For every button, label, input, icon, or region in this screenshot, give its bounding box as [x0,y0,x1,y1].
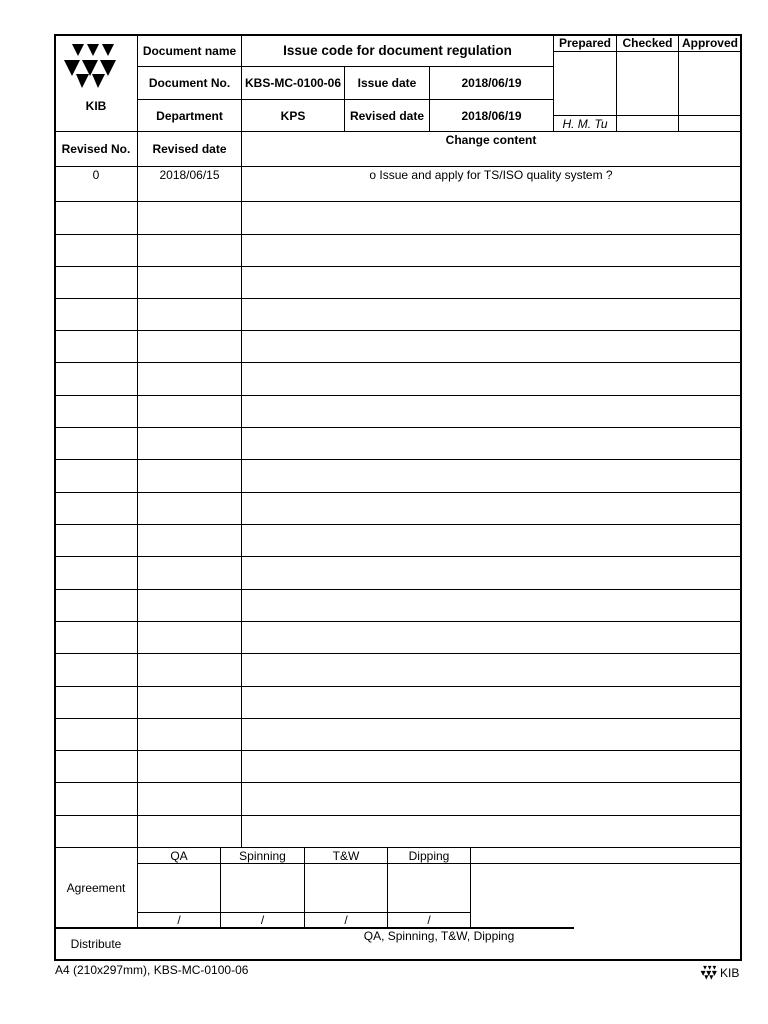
divider [470,847,471,928]
agreement-dept: Dipping [408,848,450,863]
doc-name-value: Issue code for document regulation [283,43,512,58]
approved-label: Approved [681,36,738,50]
agreement-signature-box[interactable] [305,864,387,912]
approved-by [679,116,741,131]
kib-logo-icon [62,42,126,92]
row-divider [54,266,742,267]
row-divider [54,750,742,751]
divider [553,51,741,52]
divider [241,34,242,848]
footer-logo-text: KIB [720,966,740,980]
col-revised-date: Revised date [152,142,227,156]
issue-date-value: 2018/06/19 [461,76,522,90]
revised-date-value: 2018/06/19 [461,108,522,123]
row-divider [54,653,742,654]
revised-no-cell: 0 [92,167,100,182]
row-divider [54,362,742,363]
row-divider [54,621,742,622]
col-change-content: Change content [445,133,537,147]
issue-date-label: Issue date [357,76,417,90]
row-divider [54,234,742,235]
row-divider [54,815,742,816]
col-revised-no: Revised No. [61,142,131,156]
revised-date-label: Revised date [349,108,425,123]
agreement-signature-box[interactable] [221,864,304,912]
distribute-label: Distribute [70,937,122,951]
row-divider [54,201,742,202]
change-content-cell: o Issue and apply for TS/ISO quality system ? [369,167,613,182]
row-divider [54,686,742,687]
distribute-value: QA, Spinning, T&W, Dipping [363,929,515,943]
checked-by [617,116,678,131]
row-divider [54,524,742,525]
department-value: KPS [280,108,306,123]
agreement-date: / [177,913,181,927]
row-divider [54,782,742,783]
agreement-dept: T&W [332,848,360,863]
footer-doc-info: A4 (210x297mm), KBS-MC-0100-06 [55,963,249,977]
prepared-label: Prepared [558,36,612,50]
doc-no-value: KBS-MC-0100-06 [244,76,342,90]
prepared-by: H. M. Tu [562,116,608,131]
footer-logo [700,963,739,983]
row-divider [54,330,742,331]
row-divider [54,556,742,557]
agreement-date: / [260,913,265,927]
agreement-date: / [427,913,431,927]
agreement-signature-box[interactable] [388,864,470,912]
row-divider [54,427,742,428]
row-divider [54,298,742,299]
checked-label: Checked [622,36,673,50]
department-label: Department [156,108,223,123]
revised-date-cell: 2018/06/15 [159,167,220,182]
agreement-date: / [344,913,348,927]
doc-no-label: Document No. [148,76,231,90]
row-divider [54,459,742,460]
row-divider [54,718,742,719]
agreement-dept: QA [170,848,188,863]
row-divider [54,492,742,493]
agreement-dept: Spinning [239,848,286,863]
kib-logo-icon [700,963,720,983]
doc-name-label: Document name [142,43,237,58]
row-divider [54,395,742,396]
agreement-label: Agreement [66,880,126,895]
logo-text: KIB [85,99,107,113]
row-divider [54,589,742,590]
agreement-signature-box[interactable] [138,864,220,912]
